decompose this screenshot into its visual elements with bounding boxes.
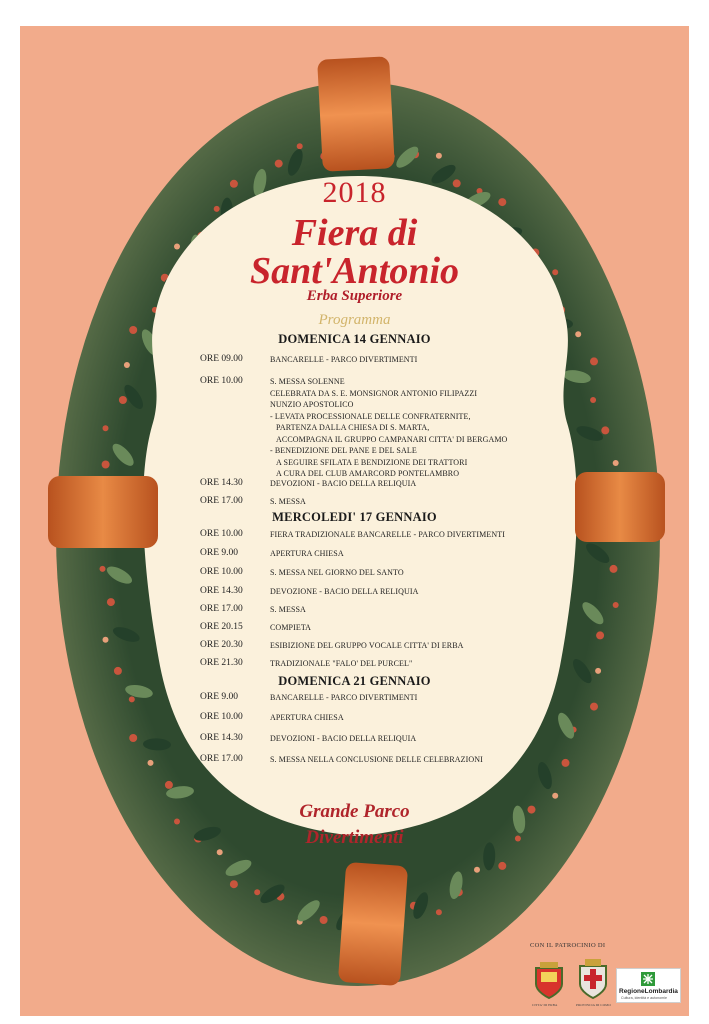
- event-time: ORE 21.30: [200, 658, 243, 668]
- provincia-crest-icon: [576, 958, 610, 1000]
- event-time: ORE 14.30: [200, 733, 243, 743]
- title-year: 2018: [322, 176, 387, 209]
- regione-subtitle: Cultura, identità e autonomie: [621, 996, 667, 1000]
- event-time: ORE 10.00: [200, 712, 243, 722]
- event-description: TRADIZIONALE "FALO' DEL PURCEL": [270, 659, 413, 668]
- event-time: ORE 10.00: [200, 529, 243, 539]
- event-description: BANCARELLE - PARCO DIVERTIMENTI: [270, 693, 418, 702]
- regione-lombardia-icon: [641, 972, 655, 986]
- event-description: [270, 376, 570, 480]
- title-line-2: Sant'Antonio: [249, 250, 460, 292]
- poster: [20, 26, 689, 1016]
- event-time: ORE 20.15: [200, 622, 243, 632]
- event-description: S. MESSA NELLA CONCLUSIONE DELLE CELEBRAZIONI: [270, 755, 483, 764]
- event-line: S. MESSA SOLENNE: [270, 377, 345, 386]
- regione-lombardia-logo: [616, 968, 681, 1003]
- event-description: APERTURA CHIESA: [270, 713, 344, 722]
- event-description: S. MESSA: [270, 605, 306, 614]
- event-line: - LEVATA PROCESSIONALE DELLE CONFRATERNITE,: [270, 411, 471, 421]
- event-time: ORE 14.30: [200, 478, 243, 488]
- erba-caption: CITTA' DI ERBA: [532, 1003, 558, 1007]
- event-time: ORE 10.00: [200, 376, 243, 386]
- event-time: ORE 17.00: [200, 604, 243, 614]
- event-time: ORE 17.00: [200, 496, 243, 506]
- location-subtitle: Erba Superiore: [306, 288, 403, 304]
- programma-label: Programma: [318, 312, 391, 328]
- event-line: A SEGUIRE SFILATA E BENDIZIONE DEI TRATTORI: [276, 457, 468, 467]
- program-content: [20, 26, 689, 1016]
- event-description: DEVOZIONE - BACIO DELLA RELIQUIA: [270, 587, 419, 596]
- event-description: S. MESSA NEL GIORNO DEL SANTO: [270, 568, 404, 577]
- event-time: ORE 9.00: [200, 692, 238, 702]
- regione-name: RegioneLombardia: [619, 988, 678, 995]
- event-time: ORE 09.00: [200, 354, 243, 364]
- day-heading: DOMENICA 21 GENNAIO: [278, 674, 431, 688]
- erba-crest-icon: [532, 960, 566, 1000]
- event-time: ORE 14.30: [200, 586, 243, 596]
- footer-line-1: Grande Parco: [299, 801, 410, 822]
- event-description: DEVOZIONI - BACIO DELLA RELIQUIA: [270, 479, 417, 488]
- day-heading: MERCOLEDI' 17 GENNAIO: [272, 510, 437, 524]
- footer-line-2: Divertimenti: [305, 827, 404, 848]
- event-description: S. MESSA: [270, 497, 306, 506]
- event-description: ESIBIZIONE DEL GRUPPO VOCALE CITTA' DI ERBA: [270, 641, 464, 650]
- event-time: ORE 9.00: [200, 548, 238, 558]
- event-time: ORE 17.00: [200, 754, 243, 764]
- day-heading: DOMENICA 14 GENNAIO: [278, 332, 431, 346]
- event-line: A CURA DEL CLUB AMARCORD PONTELAMBRO: [276, 469, 460, 478]
- event-line: PARTENZA DALLA CHIESA DI S. MARTA,: [276, 423, 430, 432]
- event-line: - BENEDIZIONE DEL PANE E DEL SALE: [270, 446, 417, 455]
- event-description: APERTURA CHIESA: [270, 549, 344, 558]
- event-line: NUNZIO APOSTOLICO: [270, 400, 354, 409]
- event-time: ORE 10.00: [200, 567, 243, 577]
- title-line-1: Fiera di: [291, 212, 418, 254]
- event-description: COMPIETA: [270, 623, 312, 632]
- provincia-caption: PROVINCIA DI COMO: [576, 1003, 611, 1007]
- patronage-label: CON IL PATROCINIO DI: [530, 942, 606, 949]
- event-time: ORE 20.30: [200, 640, 243, 650]
- event-line: ACCOMPAGNA IL GRUPPO CAMPANARI CITTA' DI BERGAMO: [276, 434, 508, 444]
- event-description: FIERA TRADIZIONALE BANCARELLE - PARCO DIVERTIMENTI: [270, 530, 505, 539]
- event-description: DEVOZIONI - BACIO DELLA RELIQUIA: [270, 734, 417, 743]
- event-line: CELEBRATA DA S. E. MONSIGNOR ANTONIO FILIPAZZI: [270, 388, 478, 398]
- event-description: BANCARELLE - PARCO DIVERTIMENTI: [270, 355, 418, 364]
